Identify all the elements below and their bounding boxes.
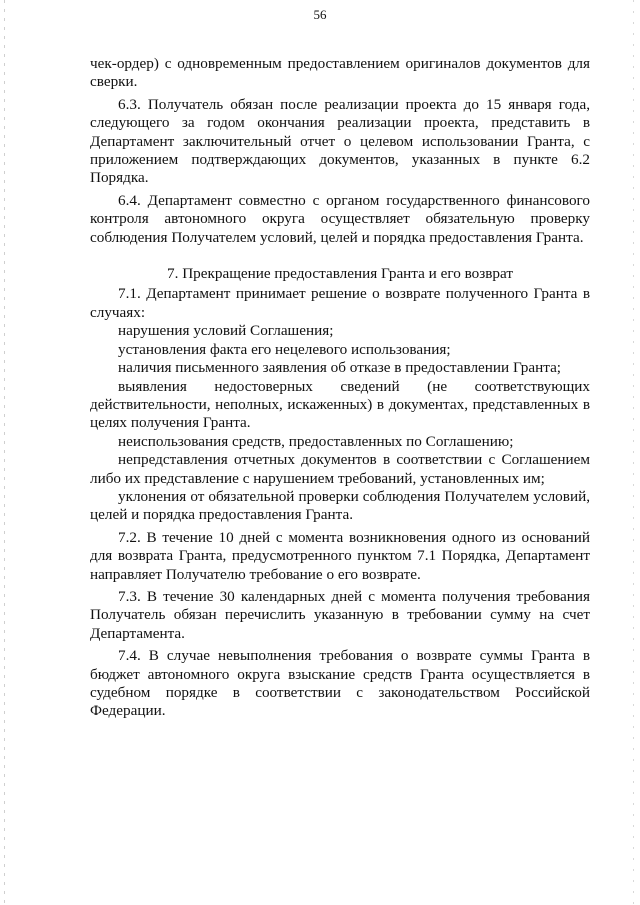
paragraph-6-4: 6.4. Департамент совместно с органом государственного финансового контроля автономного округа осуществляет обязательную проверку соблюдения Получателем условий, целей и порядка предоставления Гранта. <box>90 191 590 246</box>
case-item: выявления недостоверных сведений (не соответствующих действительности, неполных, искаженных) в документах, представленных в целях получения Гранта. <box>90 377 590 432</box>
case-item: нарушения условий Соглашения; <box>118 322 334 340</box>
paragraph-7-1: 7.1. Департамент принимает решение о возврате полученного Гранта в случаях: <box>90 285 590 321</box>
section-title-7: 7. Прекращение предоставления Гранта и его возврат <box>167 265 513 283</box>
page-number: 56 <box>313 7 327 22</box>
paragraph-7-2: 7.2. В течение 10 дней с момента возникновения одного из оснований для возврата Гранта, предусмотренного пунктом 7.1 Порядка, Департамент направляет Получателю требование о его возврате. <box>90 528 590 583</box>
case-item: наличия письменного заявления об отказе в предоставлении Гранта; <box>118 359 562 377</box>
case-item: непредставления отчетных документов в соответствии с Соглашением либо их представление с нарушением требований, установленных им; <box>90 451 590 487</box>
document-body <box>90 55 590 721</box>
paragraph-7-4: 7.4. В случае невыполнения требования о возврате суммы Гранта в бюджет автономного округа взыскание средств Гранта осуществляется в судебном порядке в соответствии с законодательством Российской Федерации. <box>90 647 590 720</box>
paragraph-6-3: 6.3. Получатель обязан после реализации проекта до 15 января года, следующего за годом окончания реализации проекта, представить в Департамент заключительный отчет о целевом использовании Гранта, с приложением подтверждающих документов, указанных в пункте 6.2 Порядка. <box>90 95 590 187</box>
case-item: установления факта его нецелевого использования; <box>118 340 451 358</box>
paragraph-7-3: 7.3. В течение 30 календарных дней с момента получения требования Получатель обязан перечислить указанную в требовании сумму на счет Департамента. <box>90 587 590 642</box>
paragraph-continuation: чек-ордер) с одновременным предоставлением оригиналов документов для сверки. <box>90 55 590 91</box>
scan-edge-right <box>633 0 634 905</box>
case-item: уклонения от обязательной проверки соблюдения Получателем условий, целей и порядка предоставления Гранта. <box>90 487 590 524</box>
scan-edge-left <box>4 0 5 905</box>
case-item: неиспользования средств, предоставленных по Соглашению; <box>118 432 514 450</box>
